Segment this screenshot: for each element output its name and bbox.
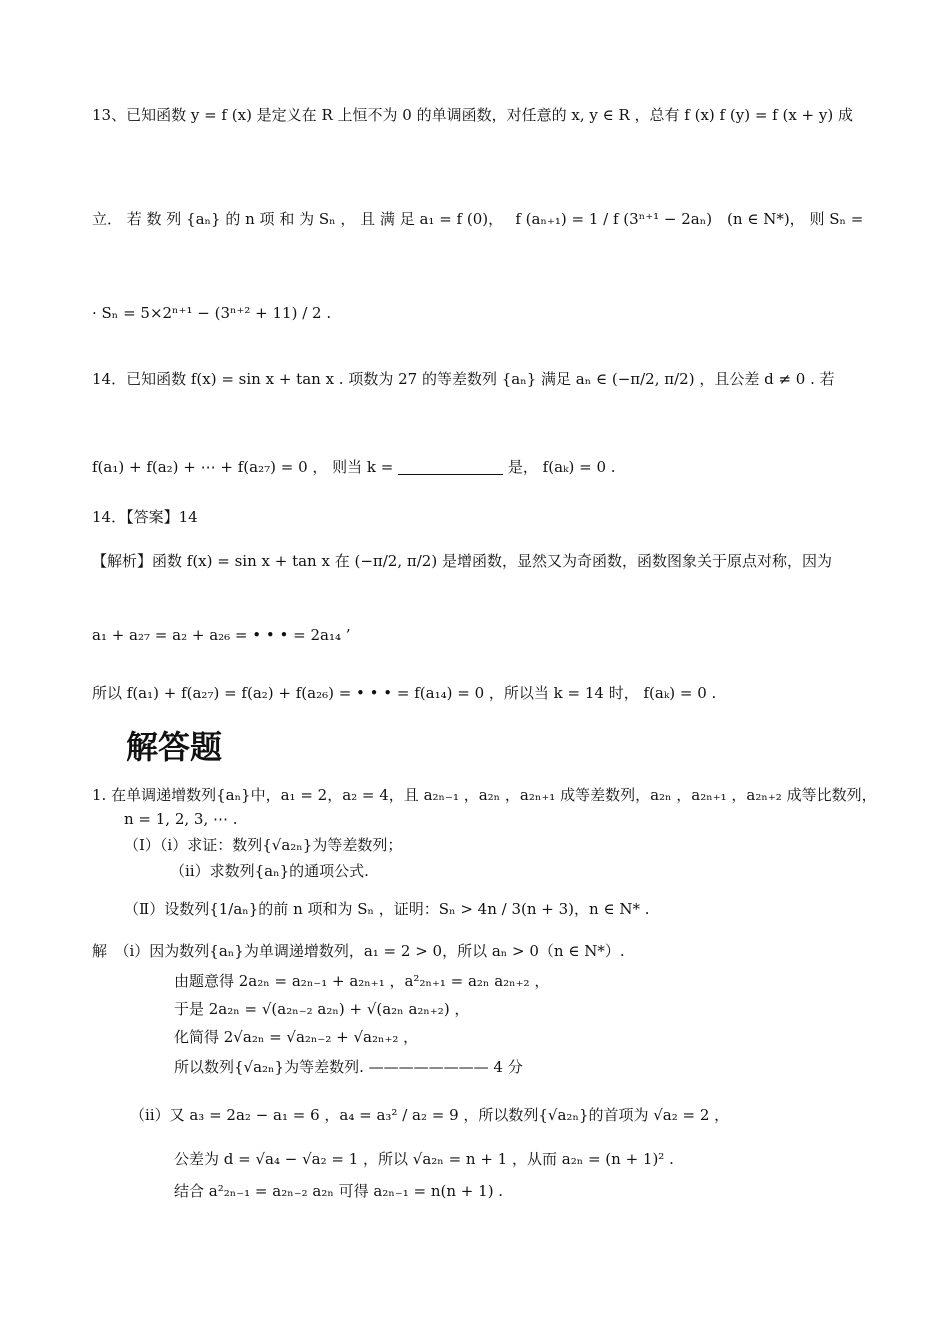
solution-line5: 所以数列{√a₂ₙ}为等差数列. ———————— 4 分 xyxy=(174,1058,523,1076)
p13-line3: · Sₙ = 5×2ⁿ⁺¹ − (3ⁿ⁺² + 11) / 2 . xyxy=(92,304,332,322)
p14-line2-equation: f(a₁) + f(a₂) + ⋯ + f(a₂₇) = 0 ， 则当 k = xyxy=(92,458,394,476)
section-title: 解答题 xyxy=(126,728,223,766)
solution-line4: 化简得 2√a₂ₙ = √a₂ₙ₋₂ + √a₂ₙ₊₂ ， xyxy=(174,1028,419,1046)
p14-line1: 14．已知函数 f(x) = sin x + tan x . 项数为 27 的等差数列 {aₙ} 满足 aₙ ∈ (−π/2, π/2) ，且公差 d ≠ 0 . 若 xyxy=(92,370,835,388)
solution-line1: 解 （ⅰ）因为数列{aₙ}为单调递增数列，a₁ = 2 > 0，所以 aₙ > 0（n ∈ N*）. xyxy=(92,942,625,960)
problem1-part2: （Ⅱ）设数列{1/aₙ}的前 n 项和为 Sₙ ，证明：Sₙ > 4n / 3(n + 3)，n ∈ N* . xyxy=(124,900,650,918)
p14-equation1: a₁ + a₂₇ = a₂ + a₂₆ = • • • = 2a₁₄ ’ xyxy=(92,626,351,644)
p13-line1: 13、已知函数 y = f (x) 是定义在 R 上恒不为 0 的单调函数，对任意的 x, y ∈ R ，总有 f (x) f (y) = f (x + y) 成 xyxy=(92,106,853,124)
solution-line8: 结合 a²₂ₙ₋₁ = a₂ₙ₋₂ a₂ₙ 可得 a₂ₙ₋₁ = n(n + 1) . xyxy=(174,1182,504,1200)
p14-line2-tail: 是， f(aₖ) = 0 . xyxy=(507,458,616,476)
solution-line6: （ⅱ）又 a₃ = 2a₂ − a₁ = 6 ，a₄ = a₃² / a₂ = 9 ，所以数列{√a₂ₙ}的首项为 √a₂ = 2 ， xyxy=(130,1106,730,1124)
p14-answer: 14．【答案】14 xyxy=(92,508,198,526)
problem1-line1: 1. 在单调递增数列{aₙ}中，a₁ = 2，a₂ = 4，且 a₂ₙ₋₁ ，a₂ₙ ，a₂ₙ₊₁ 成等差数列，a₂ₙ ，a₂ₙ₊₁ ，a₂ₙ₊₂ 成等比数列， xyxy=(92,786,877,804)
p13-line2: 立． 若 数 列 {aₙ} 的 n 项 和 为 Sₙ ， 且 满 足 a₁ = f (0)， f (aₙ₊₁) = 1 / f (3ⁿ⁺¹ − 2aₙ) (n ∈ N*)， 则 Sₙ = xyxy=(92,210,864,228)
problem1-part1-ii: （ⅱ）求数列{aₙ}的通项公式. xyxy=(170,862,369,880)
solution-line3: 于是 2a₂ₙ = √(a₂ₙ₋₂ a₂ₙ) + √(a₂ₙ a₂ₙ₊₂) ， xyxy=(174,1000,470,1018)
solution-line2: 由题意得 2a₂ₙ = a₂ₙ₋₁ + a₂ₙ₊₁ ，a²₂ₙ₊₁ = a₂ₙ a₂ₙ₊₂ ， xyxy=(174,972,550,990)
solution-line7: 公差为 d = √a₄ − √a₂ = 1 ，所以 √a₂ₙ = n + 1 ，从而 a₂ₙ = (n + 1)² . xyxy=(174,1150,674,1168)
p14-line2 xyxy=(92,456,616,478)
problem1-part1-i: （Ⅰ）（ⅰ）求证：数列{√a₂ₙ}为等差数列； xyxy=(124,836,403,854)
answer-blank xyxy=(398,462,503,475)
problem1-line2: n = 1, 2, 3, ⋯ . xyxy=(124,810,238,828)
p14-equation2: 所以 f(a₁) + f(a₂₇) = f(a₂) + f(a₂₆) = • • • = f(a₁₄) = 0 ，所以当 k = 14 时， f(aₖ) = 0 . xyxy=(92,684,717,702)
p14-analysis: 【解析】函数 f(x) = sin x + tan x 在 (−π/2, π/2) 是增函数，显然又为奇函数，函数图象关于原点对称，因为 xyxy=(92,552,832,570)
